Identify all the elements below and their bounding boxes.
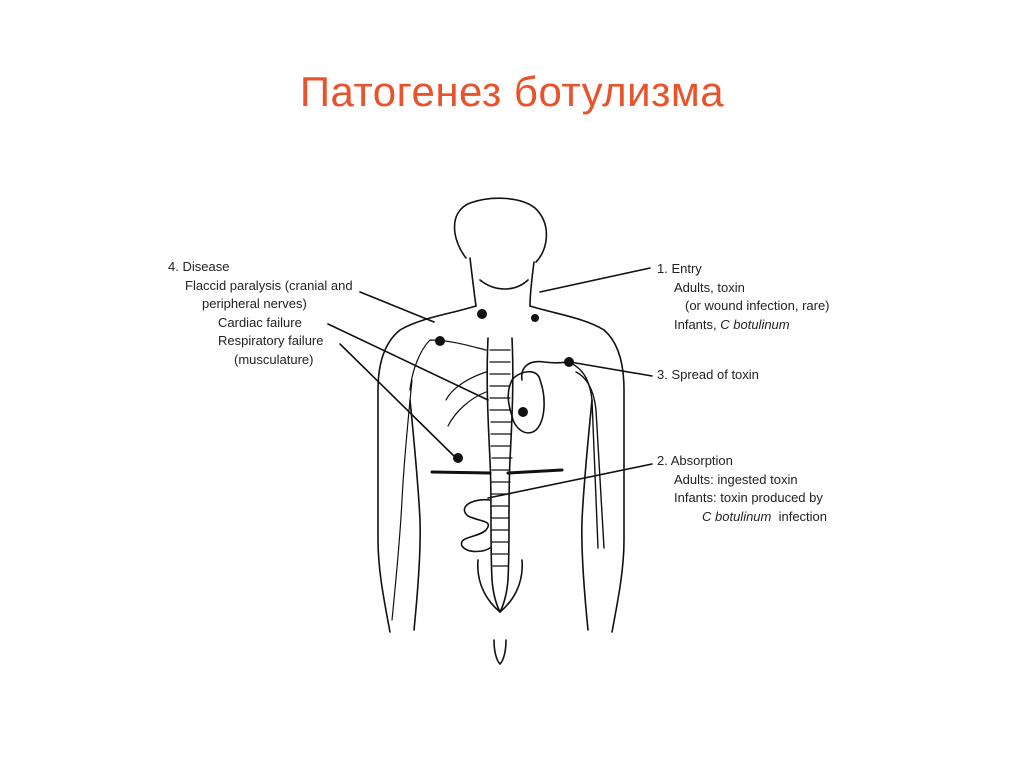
dot-neck xyxy=(477,309,487,319)
sacrum xyxy=(478,560,522,612)
dot-spread xyxy=(564,357,574,367)
label-entry xyxy=(657,260,830,334)
leader-absorption xyxy=(488,464,652,498)
left-nerves xyxy=(392,340,486,620)
absorption-adults: Adults: ingested toxin xyxy=(674,471,798,487)
disease-heading: 4. Disease xyxy=(168,259,230,274)
entry-heading: 1. Entry xyxy=(657,261,702,276)
disease-musculature: (musculature) xyxy=(234,351,314,367)
entry-wound: (or wound infection, rare) xyxy=(685,298,830,313)
disease-flaccid: Flaccid paralysis (cranial and xyxy=(185,277,353,293)
right-arm-inner xyxy=(582,400,592,630)
waist-line xyxy=(494,640,506,664)
disease-respiratory: Respiratory failure xyxy=(218,333,324,348)
spread-heading: 3. Spread of toxin xyxy=(657,367,759,382)
heart xyxy=(508,372,544,433)
head-outline xyxy=(455,198,547,262)
left-arm-inner xyxy=(410,400,420,630)
label-spread xyxy=(657,366,759,385)
dot-heart xyxy=(518,407,528,417)
disease-cardiac: Cardiac failure xyxy=(218,314,302,330)
disease-peripheral: peripheral nerves) xyxy=(202,296,307,311)
label-disease xyxy=(168,258,353,369)
entry-adults: Adults, toxin xyxy=(674,279,745,295)
dot-lung xyxy=(453,453,463,463)
leader-entry xyxy=(540,268,650,292)
label-absorption xyxy=(657,452,827,526)
leader-spread xyxy=(570,362,652,376)
dot-shoulder xyxy=(435,336,445,346)
leader-flaccid xyxy=(360,292,434,322)
absorption-infection-suffix: infection xyxy=(771,508,828,524)
slide-title: Патогенез ботулизма xyxy=(299,68,725,115)
absorption-infants: Infants: toxin produced by xyxy=(674,490,823,505)
spine xyxy=(487,338,513,612)
entry-infants xyxy=(657,316,830,335)
chin-line xyxy=(480,280,528,289)
absorption-infection xyxy=(657,508,827,527)
absorption-organism: C botulinum xyxy=(702,508,772,524)
entry-infants-prefix: Infants, xyxy=(674,316,721,332)
entry-infants-organism: C botulinum xyxy=(720,316,790,332)
dot-entry xyxy=(531,314,539,322)
absorption-heading: 2. Absorption xyxy=(657,453,733,468)
intestine xyxy=(461,500,490,552)
torso-outline-right xyxy=(530,306,624,632)
leader-respiratory xyxy=(340,344,456,458)
